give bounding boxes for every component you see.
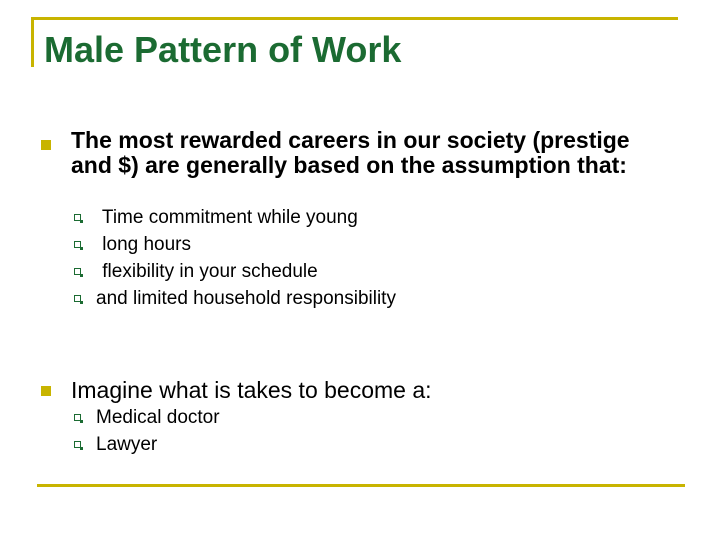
bullet-1-subitem-4: and limited household responsibility [96, 288, 396, 309]
bottom-divider-line [37, 484, 685, 487]
bullet-1-text: The most rewarded careers in our society (prestige and $) are generally based on the assumption that: [71, 127, 630, 178]
hollow-square-bullet-icon [74, 441, 81, 448]
square-bullet-icon [41, 140, 51, 150]
bullet-1-subitem-2: long hours [97, 234, 192, 255]
bullet-2-text: Imagine what is takes to become a: [71, 377, 432, 403]
bullet-1-subitem-1: Time commitment while young [97, 207, 358, 228]
slide-title: Male Pattern of Work [44, 29, 402, 70]
title-frame-top-line [31, 17, 678, 20]
bullet-2-subitem-1: Medical doctor [96, 407, 220, 428]
hollow-square-bullet-icon [74, 414, 81, 421]
square-bullet-icon [41, 386, 51, 396]
bullet-2-subitem-2: Lawyer [96, 434, 158, 455]
hollow-square-bullet-icon [74, 295, 81, 302]
title-frame-left-line [31, 17, 34, 67]
hollow-square-bullet-icon [74, 214, 81, 221]
bullet-1-subitem-3: flexibility in your schedule [97, 261, 318, 282]
hollow-square-bullet-icon [74, 268, 81, 275]
hollow-square-bullet-icon [74, 241, 81, 248]
